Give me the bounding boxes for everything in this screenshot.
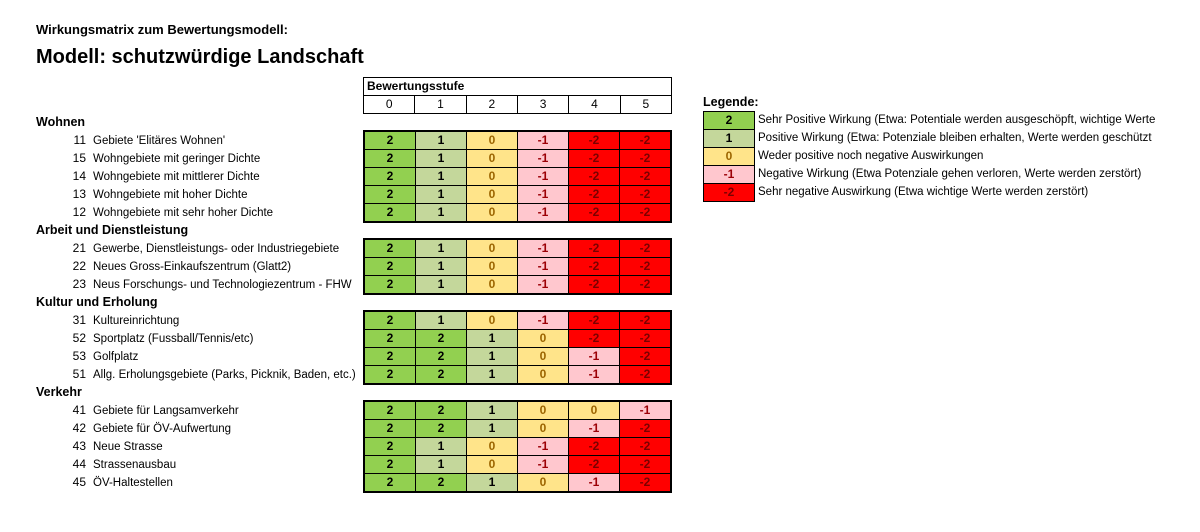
cell-12-col0[interactable]: 2 [365,204,415,221]
cell-31-col1[interactable]: 1 [416,312,466,329]
legend-description: Weder positive noch negative Auswirkungen [758,150,984,162]
cell-44-col1[interactable]: 1 [416,456,466,473]
row-label-12 [36,203,273,221]
cell-21-col3[interactable]: -1 [518,240,568,257]
row-id: 51 [72,367,86,381]
row-label-43 [36,437,163,455]
row-id: 45 [72,475,86,489]
cell-43-col5[interactable]: -2 [620,438,670,455]
cell-11-col5[interactable]: -2 [620,132,670,149]
row-text: Wohngebiete mit geringer Dichte [93,153,261,165]
row-text: Kultureinrichtung [93,315,180,327]
legend-swatch-1: 1 [703,129,755,148]
cell-23-col5[interactable]: -2 [620,276,670,293]
row-label-51 [36,365,356,383]
matrix-block-kultur-und-erholung [363,310,672,385]
cell-44-col4[interactable]: -2 [569,456,619,473]
cell-11-col1[interactable]: 1 [416,132,466,149]
cell-42-col1[interactable]: 2 [416,420,466,437]
cell-22-col5[interactable]: -2 [620,258,670,275]
cell-45-col2[interactable]: 1 [467,474,517,491]
cell-15-col0[interactable]: 2 [365,150,415,167]
cell-43-col1[interactable]: 1 [416,438,466,455]
row-text: Sportplatz (Fussball/Tennis/etc) [93,333,254,345]
row-label-41 [36,401,239,419]
cell-45-col3[interactable]: 0 [518,474,568,491]
legend-swatch-2: 2 [703,111,755,130]
cell-15-col2[interactable]: 0 [467,150,517,167]
cell-12-col4[interactable]: -2 [569,204,619,221]
cell-13-col3[interactable]: -1 [518,186,568,203]
section-header-verkehr: Verkehr [36,385,82,399]
cell-42-col0[interactable]: 2 [365,420,415,437]
cell-51-col3[interactable]: 0 [518,366,568,383]
rating-scale-col-0: 0 [364,96,415,113]
legend-description: Positive Wirkung (Etwa: Potenziale bleiben erhalten, Werte werden geschützt [758,132,1152,144]
row-text: Neus Forschungs- und Technologiezentrum - FHW [93,279,352,291]
matrix-block-wohnen [363,130,672,223]
row-id: 23 [72,277,86,291]
cell-43-col2[interactable]: 0 [467,438,517,455]
row-label-14 [36,167,260,185]
cell-51-col0[interactable]: 2 [365,366,415,383]
row-label-13 [36,185,248,203]
model-title: Modell: schutzwürdige Landschaft [36,46,364,68]
cell-12-col5[interactable]: -2 [620,204,670,221]
cell-43-col3[interactable]: -1 [518,438,568,455]
cell-41-col4[interactable]: 0 [569,402,619,419]
cell-51-col2[interactable]: 1 [467,366,517,383]
row-text: Gewerbe, Dienstleistungs- oder Industriegebiete [93,243,340,255]
cell-53-col1[interactable]: 2 [416,348,466,365]
matrix-block-verkehr [363,400,672,493]
rating-scale-columns [364,96,671,113]
row-id: 43 [72,439,86,453]
cell-42-col4[interactable]: -1 [569,420,619,437]
rating-scale-col-5: 5 [642,97,650,111]
legend-swatch--1: -1 [703,165,755,184]
section-header-arbeit-und-dienstleistung: Arbeit und Dienstleistung [36,223,189,237]
cell-45-col0[interactable]: 2 [365,474,415,491]
cell-21-col2[interactable]: 0 [467,240,517,257]
cell-31-col5[interactable]: -2 [620,312,670,329]
cell-22-col3[interactable]: -1 [518,258,568,275]
row-id: 14 [72,169,86,183]
row-label-21 [36,239,339,257]
row-label-15 [36,149,260,167]
row-label-53 [36,347,138,365]
row-label-23 [36,275,352,293]
legend-swatch--2: -2 [703,183,755,202]
cell-11-col0[interactable]: 2 [365,132,415,149]
cell-52-col4[interactable]: -2 [569,330,619,347]
row-label-31 [36,311,179,329]
row-text: Strassenausbau [93,459,177,471]
cell-13-col0[interactable]: 2 [365,186,415,203]
row-text: Wohngebiete mit mittlerer Dichte [93,171,260,183]
row-text: Gebiete für ÖV-Aufwertung [93,423,232,435]
cell-44-col0[interactable]: 2 [365,456,415,473]
cell-23-col2[interactable]: 0 [467,276,517,293]
matrix-block-arbeit-und-dienstleistung [363,238,672,295]
legend-swatch-0: 0 [703,147,755,166]
row-label-11 [36,131,225,149]
cell-42-col2[interactable]: 1 [467,420,517,437]
cell-53-col0[interactable]: 2 [365,348,415,365]
rating-scale-header [363,77,672,114]
cell-21-col5[interactable]: -2 [620,240,670,257]
cell-52-col0[interactable]: 2 [365,330,415,347]
cell-52-col2[interactable]: 1 [467,330,517,347]
cell-22-col2[interactable]: 0 [467,258,517,275]
cell-53-col2[interactable]: 1 [467,348,517,365]
cell-43-col4[interactable]: -2 [569,438,619,455]
row-id: 44 [72,457,86,471]
cell-41-col0[interactable]: 2 [365,402,415,419]
cell-13-col4[interactable]: -2 [569,186,619,203]
cell-21-col0[interactable]: 2 [365,240,415,257]
row-id: 21 [72,241,86,255]
rating-scale-col-2: 2 [467,96,518,113]
cell-11-col3[interactable]: -1 [518,132,568,149]
cell-53-col5[interactable]: -2 [620,348,670,365]
row-id: 52 [72,331,86,345]
row-id: 31 [72,313,86,327]
cell-14-col4[interactable]: -2 [569,168,619,185]
cell-52-col1[interactable]: 2 [416,330,466,347]
cell-31-col4[interactable]: -2 [569,312,619,329]
row-text: Wohngebiete mit hoher Dichte [93,189,248,201]
cell-11-col4[interactable]: -2 [569,132,619,149]
cell-15-col1[interactable]: 1 [416,150,466,167]
cell-23-col4[interactable]: -2 [569,276,619,293]
row-id: 12 [72,205,86,219]
cell-22-col0[interactable]: 2 [365,258,415,275]
rating-scale-col-4: 4 [569,96,620,113]
legend-title: Legende: [703,95,759,109]
cell-14-col2[interactable]: 0 [467,168,517,185]
legend-item [703,165,1155,184]
row-id: 15 [72,151,86,165]
legend-item [703,129,1155,148]
cell-14-col5[interactable]: -2 [620,168,670,185]
cell-41-col3[interactable]: 0 [518,402,568,419]
cell-45-col1[interactable]: 2 [416,474,466,491]
cell-11-col2[interactable]: 0 [467,132,517,149]
cell-43-col0[interactable]: 2 [365,438,415,455]
cell-14-col3[interactable]: -1 [518,168,568,185]
legend-description: Sehr Positive Wirkung (Etwa: Potentiale werden ausgeschöpft, wichtige Werte [758,114,1156,126]
legend-description: Sehr negative Auswirkung (Etwa wichtige Werte werden zerstört) [758,186,1089,198]
row-id: 42 [72,421,86,435]
cell-23-col0[interactable]: 2 [365,276,415,293]
cell-44-col3[interactable]: -1 [518,456,568,473]
cell-15-col3[interactable]: -1 [518,150,568,167]
row-label-22 [36,257,291,275]
cell-22-col4[interactable]: -2 [569,258,619,275]
cell-44-col5[interactable]: -2 [620,456,670,473]
matrix-title: Wirkungsmatrix zum Bewertungsmodell: [36,22,288,37]
row-label-44 [36,455,176,473]
row-label-52 [36,329,253,347]
row-text: Gebiete für Langsamverkehr [93,405,239,417]
legend-item [703,111,1155,130]
cell-51-col1[interactable]: 2 [416,366,466,383]
cell-22-col1[interactable]: 1 [416,258,466,275]
cell-12-col3[interactable]: -1 [518,204,568,221]
row-text: ÖV-Haltestellen [93,477,173,489]
rating-scale-col-1: 1 [415,96,466,113]
row-text: Allg. Erholungsgebiete (Parks, Picknik, Baden, etc.) [93,369,356,381]
cell-41-col1[interactable]: 2 [416,402,466,419]
row-id: 13 [72,187,86,201]
cell-21-col4[interactable]: -2 [569,240,619,257]
legend-item [703,183,1155,202]
cell-31-col0[interactable]: 2 [365,312,415,329]
cell-15-col4[interactable]: -2 [569,150,619,167]
rating-scale-title: Bewertungsstufe [364,78,671,96]
cell-45-col5[interactable]: -2 [620,474,670,491]
row-text: Golfplatz [93,351,139,363]
legend-item [703,147,1155,166]
cell-52-col5[interactable]: -2 [620,330,670,347]
rating-scale-col-3: 3 [518,96,569,113]
cell-53-col3[interactable]: 0 [518,348,568,365]
section-header-kultur-und-erholung: Kultur und Erholung [36,295,158,309]
cell-41-col2[interactable]: 1 [467,402,517,419]
row-text: Neues Gross-Einkaufszentrum (Glatt2) [93,261,292,273]
cell-51-col5[interactable]: -2 [620,366,670,383]
row-id: 53 [72,349,86,363]
row-id: 41 [72,403,86,417]
cell-45-col4[interactable]: -1 [569,474,619,491]
section-header-wohnen: Wohnen [36,115,86,129]
row-text: Neue Strasse [93,441,163,453]
cell-23-col3[interactable]: -1 [518,276,568,293]
cell-51-col4[interactable]: -1 [569,366,619,383]
row-label-45 [36,473,173,491]
row-id: 22 [72,259,86,273]
cell-12-col1[interactable]: 1 [416,204,466,221]
row-id: 11 [73,133,86,147]
row-text: Gebiete 'Elitäres Wohnen' [93,135,226,147]
cell-12-col2[interactable]: 0 [467,204,517,221]
cell-23-col1[interactable]: 1 [416,276,466,293]
cell-31-col2[interactable]: 0 [467,312,517,329]
cell-13-col1[interactable]: 1 [416,186,466,203]
cell-13-col2[interactable]: 0 [467,186,517,203]
cell-44-col2[interactable]: 0 [467,456,517,473]
cell-14-col0[interactable]: 2 [365,168,415,185]
cell-52-col3[interactable]: 0 [518,330,568,347]
cell-13-col5[interactable]: -2 [620,186,670,203]
cell-42-col3[interactable]: 0 [518,420,568,437]
cell-42-col5[interactable]: -2 [620,420,670,437]
row-label-42 [36,419,231,437]
legend [703,94,1155,202]
cell-21-col1[interactable]: 1 [416,240,466,257]
legend-items [703,111,1155,202]
row-text: Wohngebiete mit sehr hoher Dichte [93,207,274,219]
cell-15-col5[interactable]: -2 [620,150,670,167]
cell-53-col4[interactable]: -1 [569,348,619,365]
cell-41-col5[interactable]: -1 [620,402,670,419]
legend-description: Negative Wirkung (Etwa Potenziale gehen verloren, Werte werden zerstört) [758,168,1142,180]
cell-14-col1[interactable]: 1 [416,168,466,185]
cell-31-col3[interactable]: -1 [518,312,568,329]
